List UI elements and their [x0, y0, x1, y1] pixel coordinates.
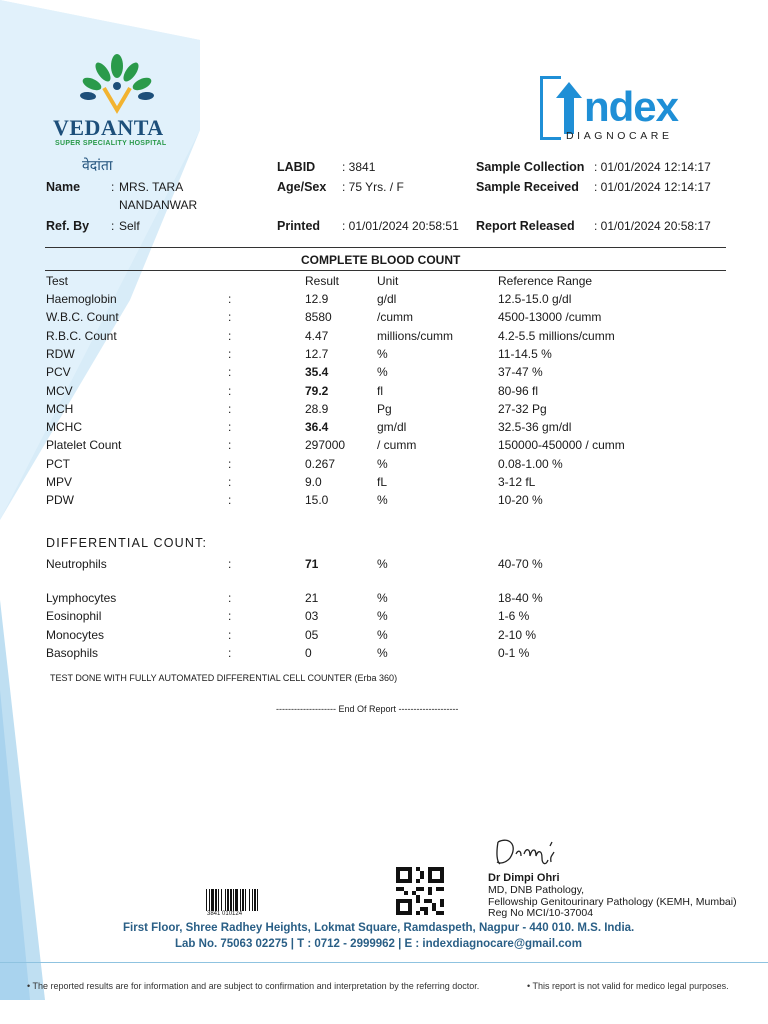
- footer-disclaimer-2: • This report is not valid for medico legal purposes.: [527, 981, 729, 991]
- row-colon: :: [228, 557, 232, 571]
- footer-disclaimer-1: • The reported results are for information and are subject to confirmation and interpretation by the referring doctor.: [27, 981, 480, 991]
- unit-value: gm/dl: [377, 420, 407, 435]
- collection-value: : 01/01/2024 12:14:17: [594, 160, 711, 174]
- test-name: PCT: [46, 456, 70, 471]
- result-value: 0.267: [305, 456, 336, 471]
- table-row: [46, 329, 746, 347]
- name-colon: :: [111, 180, 115, 194]
- printed-value: : 01/01/2024 20:58:51: [342, 219, 459, 233]
- test-name: RDW: [46, 346, 75, 361]
- table-row: [46, 438, 746, 456]
- table-row: [46, 310, 746, 328]
- unit-value: %: [377, 365, 388, 380]
- unit-value: %: [377, 609, 388, 624]
- row-colon: :: [228, 609, 232, 624]
- test-name: Lymphocytes: [46, 591, 117, 605]
- table-row: [46, 402, 746, 420]
- row-colon: :: [228, 310, 232, 325]
- unit-value: %: [377, 346, 388, 361]
- ref-colon: :: [111, 219, 115, 233]
- index-logo-tagline: DIAGNOCARE: [566, 130, 673, 142]
- row-colon: :: [228, 365, 232, 380]
- result-value: 4.47: [305, 328, 329, 343]
- row-colon: :: [228, 420, 232, 435]
- signatory-qual2: Fellowship Genitourinary Pathology (KEMH, Mumbai): [488, 896, 737, 908]
- received-label: Sample Received: [476, 180, 579, 194]
- unit-value: %: [377, 627, 388, 642]
- result-value: 05: [305, 627, 319, 642]
- vedanta-leaf-icon: [76, 52, 158, 114]
- result-value: 79.2: [305, 383, 329, 398]
- table-row: [46, 493, 746, 511]
- barcode-icon: [206, 889, 280, 911]
- title-divider: [45, 270, 726, 271]
- table-row: [46, 365, 746, 383]
- reference-range: 1-6 %: [498, 609, 530, 624]
- test-name: MCV: [46, 383, 73, 398]
- unit-value: %: [377, 557, 388, 571]
- unit-value: / cumm: [377, 438, 417, 453]
- signatory-qual1: MD, DNB Pathology,: [488, 884, 585, 896]
- labid-label: LABID: [277, 160, 316, 174]
- result-value: 36.4: [305, 420, 329, 435]
- index-arrow-icon: [556, 82, 582, 134]
- reference-range: 32.5-36 gm/dl: [498, 420, 572, 435]
- reference-range: 12.5-15.0 g/dl: [498, 292, 572, 306]
- collection-label: Sample Collection: [476, 160, 585, 174]
- barcode-text: 3841 010124: [207, 911, 243, 917]
- test-name: MCH: [46, 401, 74, 416]
- row-colon: :: [228, 645, 232, 660]
- unit-value: %: [377, 493, 388, 508]
- method-note: TEST DONE WITH FULLY AUTOMATED DIFFERENTIAL CELL COUNTER (Erba 360): [50, 673, 398, 683]
- received-value: : 01/01/2024 12:14:17: [594, 180, 711, 194]
- unit-value: %: [377, 456, 388, 471]
- test-name: MCHC: [46, 420, 82, 435]
- row-colon: :: [228, 456, 232, 471]
- row-colon: :: [228, 475, 232, 489]
- vedanta-devanagari: वेदांता: [82, 157, 113, 173]
- reference-range: 37-47 %: [498, 365, 543, 380]
- table-header: [46, 274, 746, 292]
- footer-divider: [0, 962, 768, 963]
- released-value: : 01/01/2024 20:58:17: [594, 219, 711, 233]
- row-colon: :: [228, 401, 232, 416]
- vedanta-tagline: SUPER SPECIALITY HOSPITAL: [55, 140, 167, 147]
- test-name: MPV: [46, 475, 73, 489]
- test-name: PCV: [46, 365, 71, 380]
- table-row: [46, 609, 746, 627]
- reference-range: 10-20 %: [498, 493, 543, 508]
- row-colon: :: [228, 591, 232, 605]
- footer-contact: Lab No. 75063 02275 | T : 0712 - 2999962 | E : indexdiagnocare@gmail.com: [175, 938, 582, 950]
- test-name: Platelet Count: [46, 438, 122, 453]
- table-row: [46, 420, 746, 438]
- differential-title: DIFFERENTIAL COUNT:: [46, 536, 208, 550]
- signatory-reg: Reg No MCI/10-37004: [488, 907, 594, 919]
- index-logo-text: ndex: [584, 83, 679, 130]
- unit-value: %: [377, 591, 388, 605]
- qr-code-icon: [396, 867, 444, 915]
- unit-value: Pg: [377, 401, 392, 416]
- table-row: [46, 347, 746, 365]
- reference-range: 18-40 %: [498, 591, 543, 605]
- name-label: Name: [46, 180, 81, 194]
- row-colon: :: [228, 292, 232, 306]
- result-value: 0: [305, 645, 312, 660]
- end-of-report: -------------------- End Of Report --------------------: [276, 704, 459, 714]
- reference-range: 11-14.5 %: [498, 346, 552, 361]
- result-value: 35.4: [305, 365, 329, 380]
- result-value: 21: [305, 591, 319, 605]
- table-row: [46, 457, 746, 475]
- ref-label: Ref. By: [46, 219, 90, 233]
- result-value: 9.0: [305, 475, 322, 489]
- result-value: 03: [305, 609, 319, 624]
- reference-range: 0.08-1.00 %: [498, 456, 563, 471]
- released-label: Report Released: [476, 219, 575, 233]
- unit-value: %: [377, 645, 388, 660]
- row-colon: :: [228, 493, 232, 508]
- header-divider: [45, 247, 726, 248]
- test-name: Basophils: [46, 645, 99, 660]
- signature-icon: [488, 832, 568, 870]
- header-reference: Reference Range: [498, 274, 593, 288]
- table-row: [46, 591, 746, 609]
- result-value: 8580: [305, 310, 332, 325]
- reference-range: 40-70 %: [498, 557, 543, 571]
- vedanta-name: VEDANTA: [53, 115, 164, 140]
- table-row: [46, 292, 746, 310]
- test-name: Eosinophil: [46, 609, 102, 624]
- header-unit: Unit: [377, 274, 399, 288]
- result-value: 297000: [305, 438, 346, 453]
- table-row: [46, 384, 746, 402]
- reference-range: 0-1 %: [498, 645, 530, 660]
- unit-value: millions/cumm: [377, 328, 454, 343]
- table-row: [46, 557, 746, 575]
- unit-value: fl: [377, 383, 383, 398]
- result-value: 15.0: [305, 493, 329, 508]
- table-row: [46, 628, 746, 646]
- result-value: 71: [305, 557, 319, 571]
- result-value: 12.7: [305, 346, 329, 361]
- header-test: Test: [46, 274, 69, 288]
- row-colon: :: [228, 346, 232, 361]
- row-colon: :: [228, 627, 232, 642]
- patient-name-line1: MRS. TARA: [119, 180, 184, 194]
- agesex-label: Age/Sex: [277, 180, 327, 194]
- row-colon: :: [228, 438, 232, 453]
- reference-range: 27-32 Pg: [498, 401, 547, 416]
- result-value: 28.9: [305, 401, 329, 416]
- test-name: Neutrophils: [46, 557, 107, 571]
- test-name: W.B.C. Count: [46, 310, 119, 325]
- result-value: 12.9: [305, 292, 329, 306]
- report-title: COMPLETE BLOOD COUNT: [301, 253, 461, 267]
- table-row: [46, 646, 746, 664]
- signatory-name: Dr Dimpi Ohri: [488, 872, 560, 884]
- header-result: Result: [305, 274, 340, 288]
- test-name: R.B.C. Count: [46, 328, 117, 343]
- reference-range: 150000-450000 / cumm: [498, 438, 625, 453]
- footer-address: First Floor, Shree Radhey Heights, Lokmat Square, Ramdaspeth, Nagpur - 440 010. M.S. India.: [123, 922, 635, 934]
- unit-value: /cumm: [377, 310, 413, 325]
- row-colon: :: [228, 383, 232, 398]
- reference-range: 80-96 fl: [498, 383, 539, 398]
- printed-label: Printed: [277, 219, 321, 233]
- unit-value: fL: [377, 475, 388, 489]
- test-name: Haemoglobin: [46, 292, 117, 306]
- reference-range: 4500-13000 /cumm: [498, 310, 602, 325]
- test-name: Monocytes: [46, 627, 105, 642]
- labid-value: : 3841: [342, 160, 376, 174]
- unit-value: g/dl: [377, 292, 397, 306]
- reference-range: 4.2-5.5 millions/cumm: [498, 328, 615, 343]
- ref-value: Self: [119, 219, 140, 233]
- table-row: [46, 475, 746, 493]
- patient-name-line2: NANDANWAR: [119, 198, 198, 212]
- test-name: PDW: [46, 493, 74, 508]
- agesex-value: : 75 Yrs. / F: [342, 180, 404, 194]
- reference-range: 3-12 fL: [498, 475, 536, 489]
- row-colon: :: [228, 328, 232, 343]
- reference-range: 2-10 %: [498, 627, 537, 642]
